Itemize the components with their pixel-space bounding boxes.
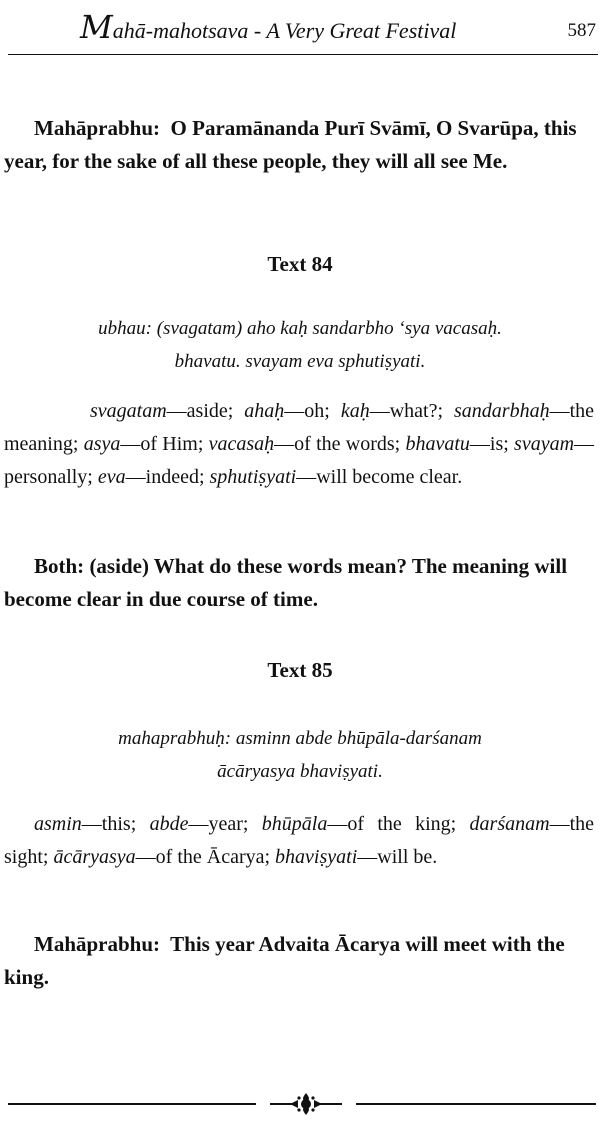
gloss-meaning: —the meaning; <box>4 400 595 455</box>
gloss-84-entry <box>98 466 205 488</box>
verse-85-line-2: ācāryasya bhaviṣyati. <box>217 761 383 782</box>
gloss-word: bhavatu <box>405 433 470 455</box>
gloss-word: kaḥ <box>340 400 370 422</box>
gloss-meaning: —indeed; <box>125 466 205 488</box>
gloss-85 <box>4 808 594 874</box>
translation-85 <box>4 928 594 994</box>
gloss-word: abde <box>149 813 189 835</box>
gloss-84-entry <box>405 433 508 455</box>
gloss-meaning: —aside; <box>166 400 234 422</box>
gloss-meaning: —this; <box>81 813 137 835</box>
gloss-meaning: —oh; <box>284 400 330 422</box>
gloss-85-entry <box>34 813 136 835</box>
fleuron-ornament-icon <box>268 1090 344 1118</box>
footer-rule-left <box>8 1103 256 1105</box>
gloss-word: svagatam <box>90 400 167 422</box>
verse-85 <box>0 722 600 788</box>
paragraph-mahaprabhu-1 <box>4 112 594 178</box>
gloss-84-text <box>4 395 594 494</box>
gloss-85-entry <box>150 813 249 835</box>
gloss-meaning: —of the Ācarya; <box>135 846 271 868</box>
speaker-label: Both: <box>34 554 85 578</box>
gloss-meaning: —year; <box>188 813 249 835</box>
gloss-85-entry <box>262 813 456 835</box>
gloss-85-text <box>4 808 594 874</box>
page-number: 587 <box>567 20 596 41</box>
gloss-84-entry <box>210 466 463 488</box>
gloss-meaning: —the sight; <box>4 813 594 868</box>
gloss-meaning: —of the words; <box>274 433 401 455</box>
gloss-word: svayam <box>514 433 575 455</box>
gloss-word: asya <box>83 433 121 455</box>
running-head-title <box>80 8 457 46</box>
translation-84 <box>4 550 594 616</box>
running-head <box>0 6 600 46</box>
gloss-word: sphutiṣyati <box>209 466 297 488</box>
gloss-word: ācāryasya <box>53 846 136 868</box>
gloss-word: sandarbhaḥ <box>454 400 550 422</box>
gloss-meaning: —what?; <box>369 400 444 422</box>
gloss-84-entry <box>84 433 204 455</box>
text-85-heading: Text 85 <box>267 658 333 682</box>
footer-rule-right <box>356 1103 596 1105</box>
verse-84-line-1: ubhau: (svagatam) aho kaḥ sandarbho ‘sya vacasaḥ. <box>98 318 502 339</box>
gloss-word: ahaḥ <box>244 400 285 422</box>
gloss-word: asmin <box>34 813 82 835</box>
gloss-word: eva <box>97 466 126 488</box>
gloss-meaning: —personally; <box>4 433 595 488</box>
header-rule <box>8 54 598 55</box>
verse-85-line-1: mahaprabhuḥ: asminn abde bhūpāla-darśanam <box>118 728 482 749</box>
gloss-meaning: —of the king; <box>327 813 457 835</box>
speaker-label: Mahāprabhu: <box>34 932 161 956</box>
gloss-meaning: —will be. <box>357 846 438 868</box>
gloss-meaning: —will become clear. <box>296 466 463 488</box>
gloss-84-entry <box>90 400 233 422</box>
gloss-word: vacasaḥ <box>208 433 275 455</box>
gloss-84 <box>4 395 594 494</box>
translation-text: This year Advaita Ācarya will meet with the king. <box>4 932 565 989</box>
gloss-84-entry <box>341 400 443 422</box>
title-initial: M <box>80 8 113 46</box>
gloss-84-entry <box>209 433 401 455</box>
gloss-meaning: —is; <box>469 433 509 455</box>
gloss-85-entry <box>275 846 437 868</box>
verse-84-line-2: bhavatu. svayam eva sphutiṣyati. <box>174 351 426 372</box>
speaker-label: Mahāprabhu: <box>34 116 161 140</box>
gloss-85-entry <box>53 846 270 868</box>
translation-text: (aside) What do these words mean? The meaning will become clear in due course of time. <box>4 554 568 611</box>
paragraph-text: O Paramānanda Purī Svāmī, O Svarūpa, this year, for the sake of all these people, they will all see Me. <box>4 116 577 173</box>
title-rest: ahā-mahotsava - A Very Great Festival <box>112 18 457 43</box>
text-84-heading: Text 84 <box>267 252 333 276</box>
gloss-meaning: —of Him; <box>120 433 204 455</box>
verse-84 <box>0 312 600 378</box>
gloss-84-entry <box>244 400 330 422</box>
gloss-word: bhūpāla <box>261 813 328 835</box>
gloss-word: darśanam <box>469 813 550 835</box>
gloss-word: bhaviṣyati <box>275 846 358 868</box>
